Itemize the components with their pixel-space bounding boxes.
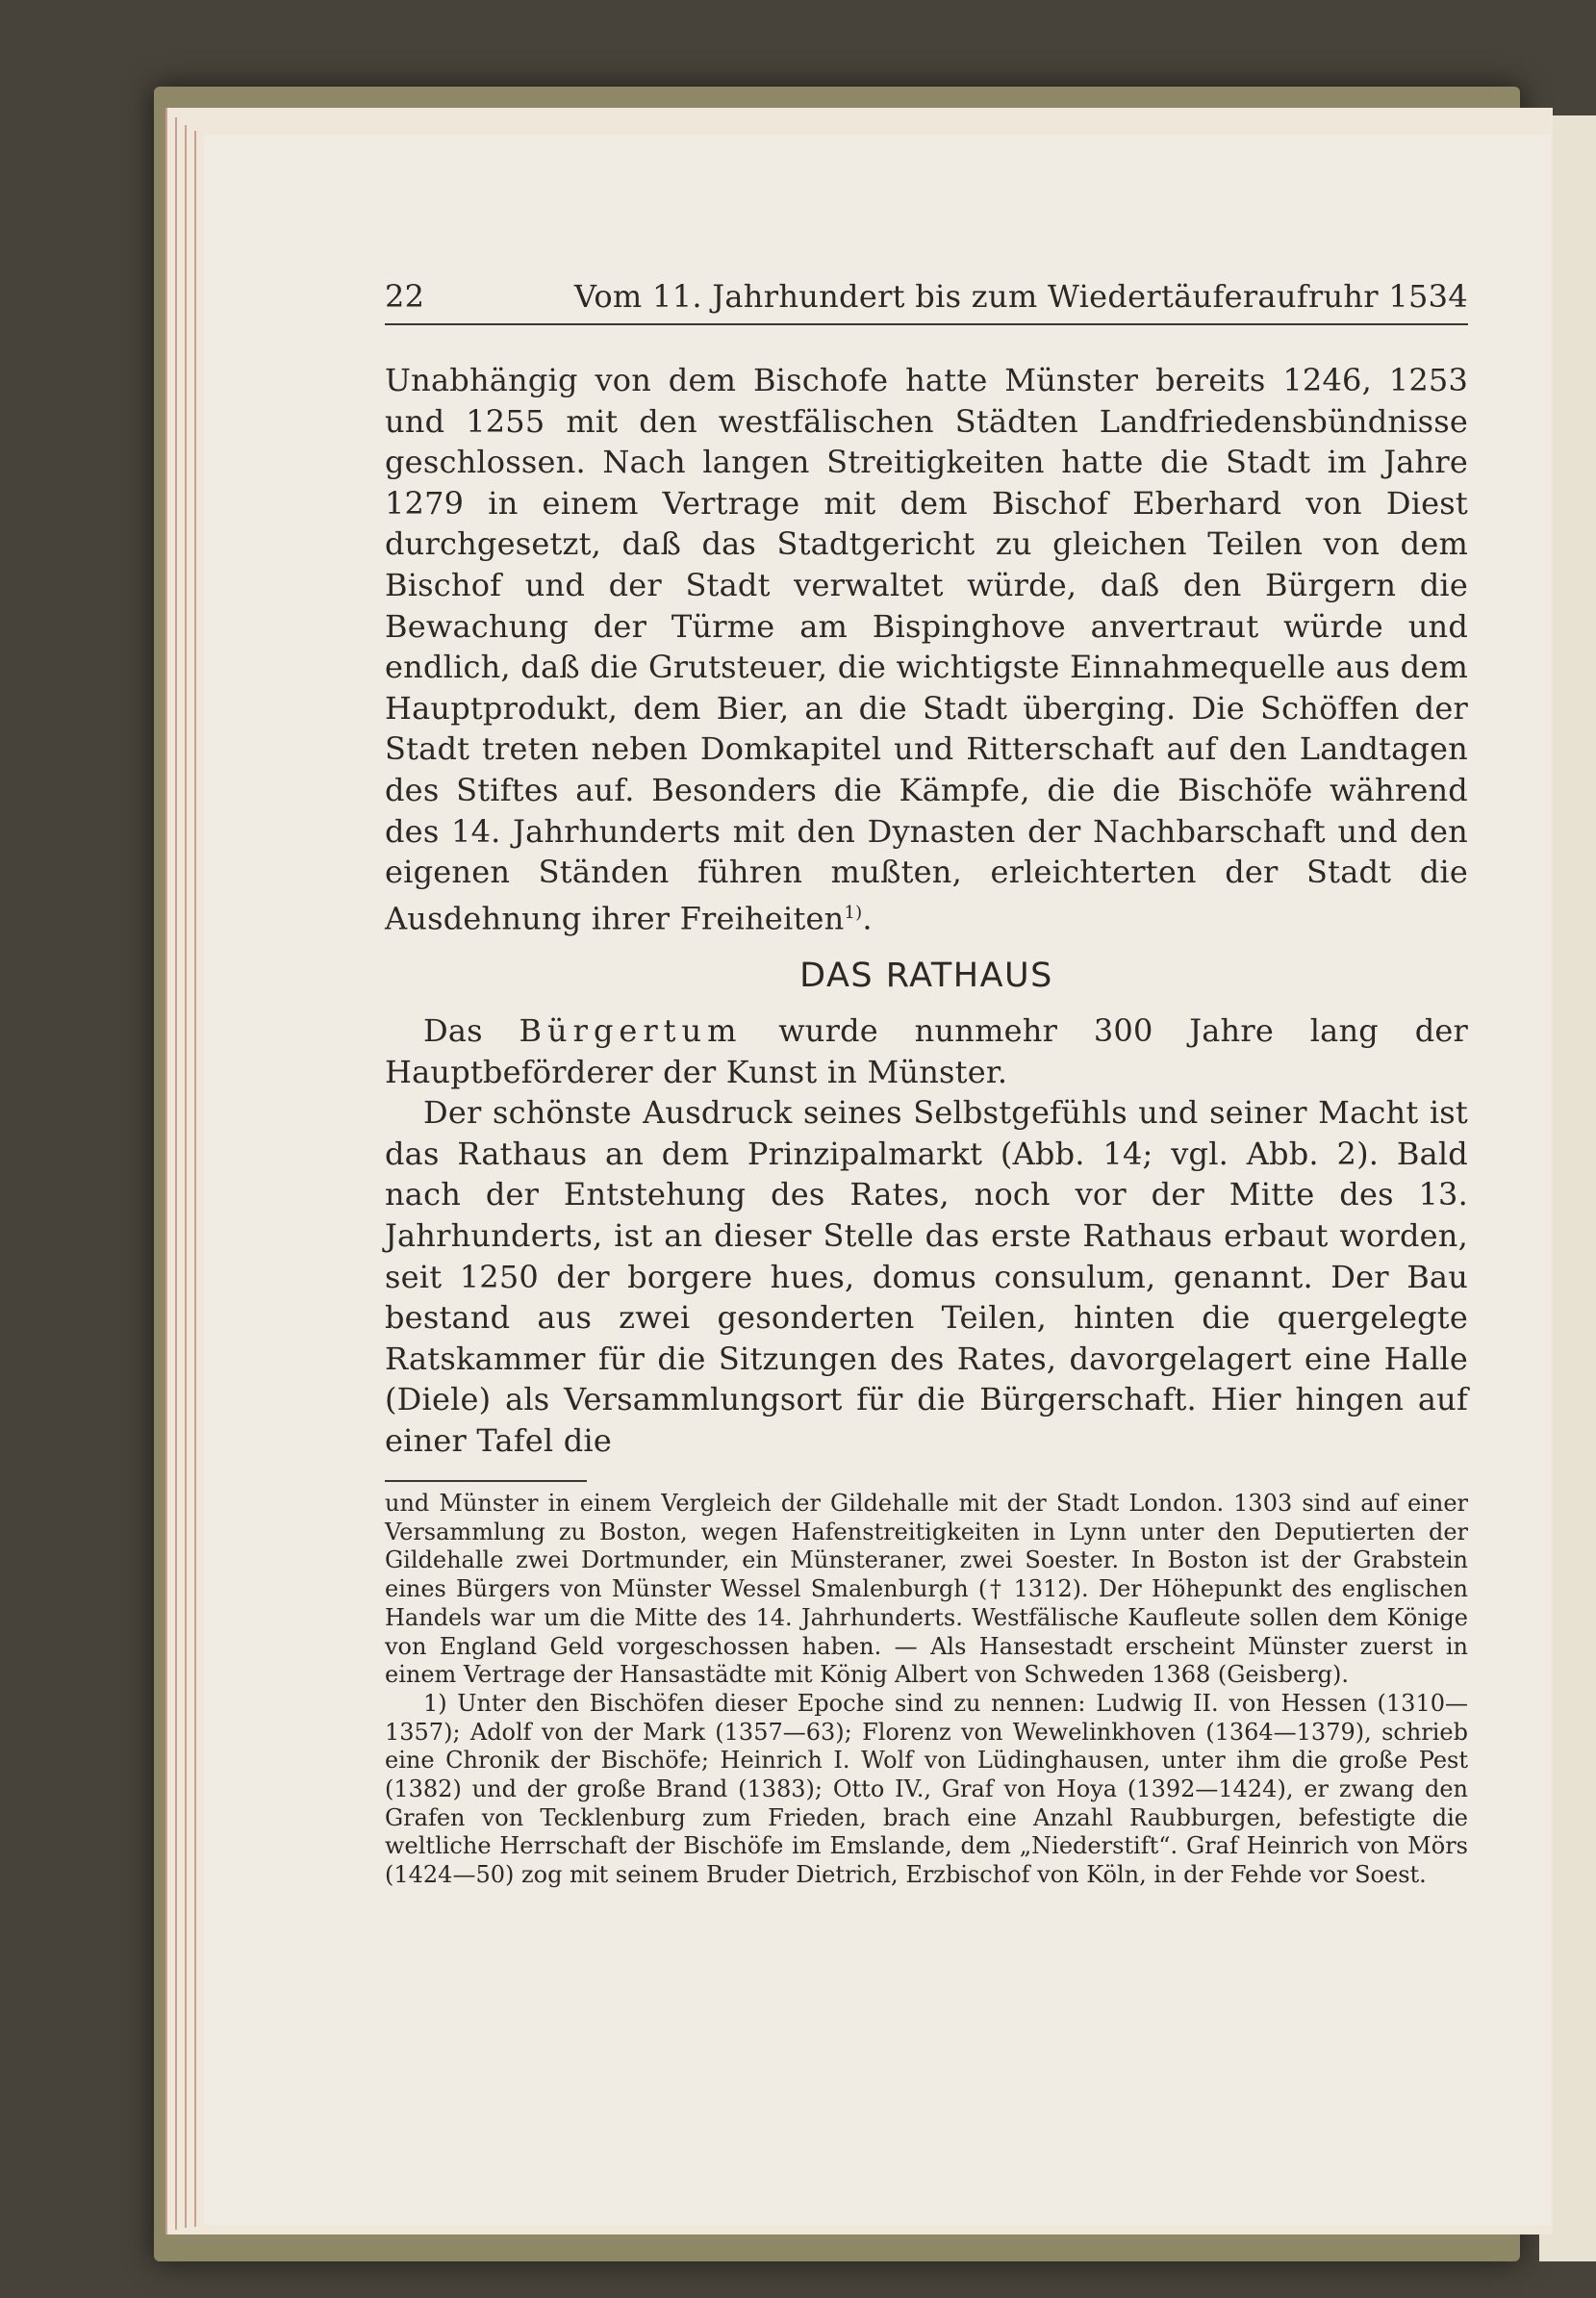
footnote-1: 1) Unter den Bischöfen dieser Epoche sind zu nennen: Ludwig II. von Hessen (1310—1357); Adolf von der Mark (1357—63); Florenz von Wewelinkhoven (1364—1379), schrieb eine Chronik der Bischöfe; Heinrich I. Wolf von Lüdinghausen, unter ihm die große Pest (1382) und der große Brand (1383); Otto IV., Graf von Hoya (1392—1424), er zwang den Grafen von Tecklenburg zum Frieden, brach eine Anzahl Raubburgen, befestigte die weltliche Herrschaft der Bischöfe im Emslande, dem „Niederstift“. Graf Heinrich von Mörs (1424—50) zog mit seinem Bruder Dietrich, Erzbischof von Köln, in der Fehde vor Soest. (385, 1689, 1468, 1889)
paragraph (385, 360, 1468, 939)
spaced-word: Bürgertum (519, 1011, 743, 1049)
main-text (385, 360, 1468, 1462)
page-number: 22 (385, 278, 425, 315)
footnotes (385, 1490, 1468, 1890)
paragraph-text: Das (423, 1011, 483, 1049)
footnote-rule (385, 1480, 587, 1482)
header-rule (385, 323, 1468, 325)
section-heading: DAS RATHAUS (799, 956, 1053, 995)
paragraph-end: . (862, 900, 873, 937)
paragraph-text: Unabhängig von dem Bischofe hatte Münster bereits 1246, 1253 und 1255 mit den westfälischen Städten Landfriedensbündnisse geschlossen. Nach langen Streitigkeiten hatte die Stadt im Jahre 1279 in einem Vertrage mit dem Bischof Eberhard von Diest durchgesetzt, daß das Stadtgericht zu gleichen Teilen von dem Bischof und der Stadt verwaltet würde, daß den Bürgern die Bewachung der Türme am Bispinghove anvertraut würde und endlich, daß die Grutsteuer, die wichtigste Einnahmequelle aus dem Hauptprodukt, dem Bier, an die Stadt überging. Die Schöffen der Stadt treten neben Domkapitel und Ritterschaft auf den Landtagen des Stiftes auf. Besonders die Kämpfe, die die Bischöfe während des 14. Jahrhunderts mit den Dynasten der Nachbarschaft und den eigenen Ständen führen mußten, erleichterten der Stadt die Ausdehnung ihrer Freiheiten (385, 362, 1468, 937)
paragraph: Der schönste Ausdruck seines Selbstgefühls und seiner Macht ist das Rathaus an dem Prinzipalmarkt (Abb. 14; vgl. Abb. 2). Bald nach der Entstehung des Rates, noch vor der Mitte des 13. Jahrhunderts, ist an dieser Stelle das erste Rathaus erbaut worden, seit 1250 der borgere hues, domus consulum, genannt. Der Bau bestand aus zwei gesonderten Teilen, hinten die quergelegte Ratskammer für die Sitzungen des Rates, davorgelagert eine Halle (Diele) als Versammlungsort für die Bürgerschaft. Hier hingen auf einer Tafel die (385, 1094, 1468, 1459)
paragraph-text: wurde nunmehr 300 Jahre lang der Hauptbeförderer der Kunst in Münster. (385, 1011, 1469, 1090)
running-title: Vom 11. Jahrhundert bis zum Wiedertäuferaufruhr 1534 (573, 278, 1468, 315)
footnote-continued: und Münster in einem Vergleich der Gildehalle mit der Stadt London. 1303 sind auf einer Versammlung zu Boston, wegen Hafenstreitigkeiten in Lynn unter den Deputierten der Gildehalle zwei Dortmunder, ein Münsteraner, zwei Soester. In Boston ist der Grabstein eines Bürgers von Münster Wessel Smalenburgh († 1312). Der Höhepunkt des englischen Handels war um die Mitte des 14. Jahrhunderts. Westfälische Kaufleute sollen dem Könige von England Geld vorgeschossen haben. — Als Hansestadt erscheint Münster zuerst in einem Vertrage der Hansastädte mit König Albert von Schweden 1368 (Geisberg). (385, 1490, 1468, 1689)
book-page (204, 135, 1551, 2225)
running-header (385, 277, 1468, 316)
footnote-ref: 1) (844, 902, 863, 923)
paragraph (385, 1010, 1468, 1092)
